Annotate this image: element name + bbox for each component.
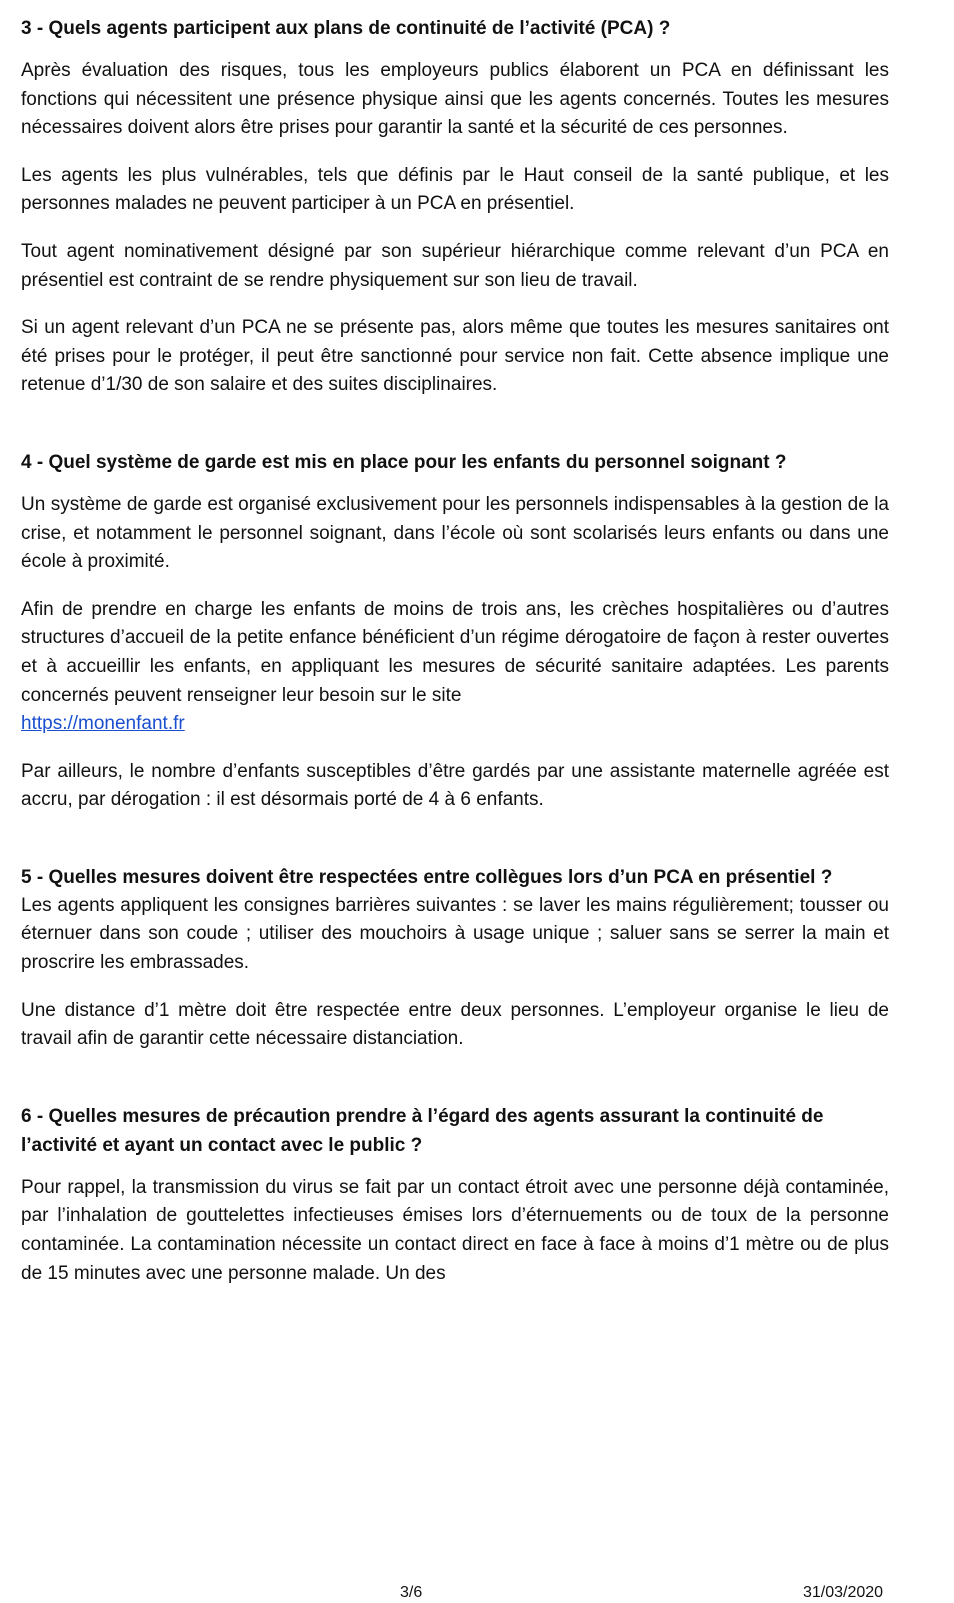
section-4-paragraph-2-block bbox=[21, 596, 889, 739]
section-4-title: 4 - Quel système de garde est mis en place pour les enfants du personnel soignant ? bbox=[21, 451, 787, 473]
section-3-paragraph-3: Tout agent nominativement désigné par son supérieur hiérarchique comme relevant d’un PCA en présentiel est contraint de se rendre physiquement sur son lieu de travail. bbox=[21, 240, 889, 291]
section-6-paragraph-1: Pour rappel, la transmission du virus se fait par un contact étroit avec une personne déjà contaminée, par l’inhalation de gouttelettes infectieuses émises lors d’éternuements ou de toux de la personne contaminée. La contamination nécessite un contact direct en face à face à moins d’1 mètre ou de plus de 15 minutes avec une personne malade. Un des bbox=[21, 1176, 889, 1284]
section-4-link-line bbox=[21, 710, 889, 739]
section-3-paragraph-2: Les agents les plus vulnérables, tels que définis par le Haut conseil de la santé publique, et les personnes malades ne peuvent participer à un PCA en présentiel. bbox=[21, 164, 889, 215]
section-4-paragraph-1: Un système de garde est organisé exclusivement pour les personnels indispensables à la gestion de la crise, et notamment le personnel soignant, dans l’école où sont scolarisés leurs enfants ou dans une école à proximité. bbox=[21, 493, 889, 573]
section-5-title: 5 - Quelles mesures doivent être respectées entre collègues lors d’un PCA en présentiel ? bbox=[21, 866, 833, 888]
monenfant-link[interactable]: https://monenfant.fr bbox=[21, 713, 185, 735]
section-3-paragraph-4: Si un agent relevant d’un PCA ne se présente pas, alors même que toutes les mesures sanitaires ont été prises pour le protéger, il peut être sanctionné pour service non fait. Cette absence implique une retenue d’1/30 de son salaire et des suites disciplinaires. bbox=[21, 317, 889, 396]
section-5-paragraph-2: Une distance d’1 mètre doit être respectée entre deux personnes. L’employeur organise le lieu de travail afin de garantir cette nécessaire distanciation. bbox=[21, 999, 889, 1050]
section-4-paragraph-2: Afin de prendre en charge les enfants de moins de trois ans, les crèches hospitalières ou d’autres structures d’accueil de la petite enfance bénéficient d’un régime dérogatoire de façon à rester ouvertes et à accueillir les enfants, en appliquant les mesures de sécurité sanitaire adaptées. Les parents concernés peuvent renseigner leur besoin sur le site bbox=[21, 598, 889, 706]
section-3-title: 3 - Quels agents participent aux plans de continuité de l’activité (PCA) ? bbox=[21, 18, 671, 39]
section-3-paragraph-1: Après évaluation des risques, tous les employeurs publics élaborent un PCA en définissant les fonctions qui nécessitent une présence physique ainsi que les agents concernés. Toutes les mesures nécessaires doivent alors être prises pour garantir la santé et la sécurité de ces personnes. bbox=[21, 60, 889, 139]
document-page bbox=[21, 14, 889, 1288]
section-6-title: 6 - Quelles mesures de précaution prendre à l’égard des agents assurant la continuité de l’activité et ayant un contact avec le public ? bbox=[21, 1105, 824, 1156]
section-4-paragraph-3: Par ailleurs, le nombre d’enfants susceptibles d’être gardés par une assistante maternelle agréée est accru, par dérogation : il est désormais porté de 4 à 6 enfants. bbox=[21, 760, 889, 811]
page-number: 3/6 bbox=[400, 1584, 423, 1601]
document-date: 31/03/2020 bbox=[803, 1584, 884, 1601]
section-5-paragraph-1: Les agents appliquent les consignes barrières suivantes : se laver les mains régulièrement; tousser ou éternuer dans son coude ; utiliser des mouchoirs à usage unique ; saluer sans se serrer la main et proscrire les embrassades. bbox=[21, 894, 889, 974]
